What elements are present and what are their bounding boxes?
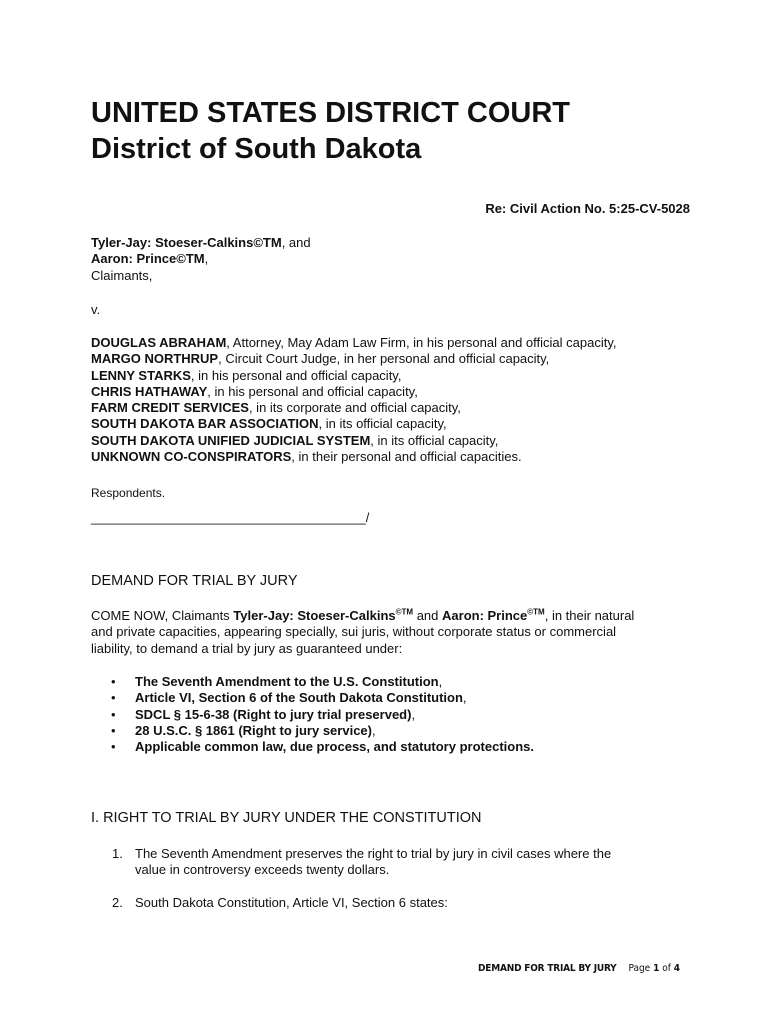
respondent-desc: , in its corporate and official capacity, [248,400,461,416]
versus-label: v. [91,302,101,317]
demand-intro [91,608,691,657]
authority-text: Applicable common law, due process, and statutory protections. [135,739,534,755]
civil-action-number: Re: Civil Action No. 5:25-CV-5028 [485,201,690,216]
respondent-desc: , in his personal and official capacity, [207,383,418,399]
respondent-name: FARM CREDIT SERVICES [91,400,249,416]
claimant-2-suffix: , [204,251,209,267]
page-footer [478,962,680,976]
footer-page-number: 1 [653,963,660,974]
respondent-desc: , in its official capacity, [370,432,499,448]
footer-title: DEMAND FOR TRIAL BY JURY [478,963,617,974]
court-title-line2: District of South Dakota [91,133,422,165]
respondent-name: SOUTH DAKOTA BAR ASSOCIATION [91,416,319,432]
claimants-block [91,235,311,284]
claimant-2 [91,251,311,267]
respondent-entry [91,433,616,449]
authority-tail: , [462,690,467,706]
respondent-name: MARGO NORTHRUP [91,351,219,367]
respondent-entry [91,384,616,400]
respondents-list [91,335,616,465]
respondent-name: SOUTH DAKOTA UNIFIED JUDICIAL SYSTEM [91,432,371,448]
claimant-1-suffix: , and [281,235,311,250]
footer-of-word: of [662,963,671,974]
intro-text: and [413,608,443,623]
list-item [91,739,534,755]
respondent-entry [91,351,616,367]
signature-line: ______________________________________/ [91,510,370,525]
demand-heading: DEMAND FOR TRIAL BY JURY [91,573,298,589]
numbered-paragraph-1 [91,846,611,879]
footer-total-pages: 4 [673,963,680,974]
authority-tail: , [371,722,376,738]
claimant-1 [91,235,311,251]
footer-page-word: Page [628,963,651,974]
claimants-label: Claimants, [91,267,153,283]
paragraph-line: The Seventh Amendment preserves the right to trial by jury in civil cases where the [135,846,612,861]
list-item [91,846,611,879]
respondent-entry [91,449,616,465]
respondent-desc: , Circuit Court Judge, in her personal and official capacity, [218,351,550,367]
respondent-entry [91,368,616,384]
demand-intro-line2: and private capacities, appearing specially, sui juris, without corporate status or commercial [91,624,617,640]
claimant-1-name: Tyler-Jay: Stoeser-Calkins©TM [91,235,282,250]
respondent-entry [91,416,616,432]
respondent-desc: , in his personal and official capacity, [190,367,402,383]
list-item [91,674,534,690]
list-item [91,723,534,739]
authority-text: Article VI, Section 6 of the South Dakota Constitution [135,690,463,706]
intro-mark-1: ©TM [395,607,414,617]
bullet-icon: • [111,722,116,738]
court-title-line1: UNITED STATES DISTRICT COURT [91,97,571,129]
respondent-name: LENNY STARKS [91,367,191,383]
respondent-entry [91,400,616,416]
bullet-icon: • [111,674,116,689]
paragraph-line: value in controversy exceeds twenty dollars. [135,862,390,878]
authority-list [91,674,534,755]
list-item [91,895,448,911]
respondent-entry [91,335,616,351]
demand-intro-line3: liability, to demand a trial by jury as guaranteed under: [91,640,403,656]
authority-tail: , [411,706,416,722]
bullet-icon: • [111,739,116,755]
respondent-name: UNKNOWN CO-CONSPIRATORS [91,449,292,465]
authority-text: 28 U.S.C. § 1861 (Right to jury service) [135,722,372,738]
list-item [91,707,534,723]
authority-tail: , [438,674,443,689]
respondent-desc: , Attorney, May Adam Law Firm, in his personal and official capacity, [226,335,617,350]
court-title [91,95,570,167]
paragraph-number: 1. [112,846,123,861]
bullet-icon: • [111,706,116,722]
intro-claimant-1: Tyler-Jay: Stoeser-Calkins [233,608,396,623]
paragraph-number: 2. [112,895,123,910]
list-item [91,690,534,706]
paragraph-line: South Dakota Constitution, Article VI, Section 6 states: [135,895,448,910]
respondent-name: DOUGLAS ABRAHAM [91,335,227,350]
respondent-name: CHRIS HATHAWAY [91,383,208,399]
intro-text: COME NOW, Claimants [91,608,234,623]
authority-text: The Seventh Amendment to the U.S. Constitution [135,674,439,689]
intro-mark-2: ©TM [527,607,545,617]
respondent-desc: , in their personal and official capacities. [291,449,522,465]
bullet-icon: • [111,690,116,706]
intro-text: , in their natural [544,608,635,623]
claimant-2-name: Aaron: Prince©TM [91,251,205,267]
respondents-label: Respondents. [91,486,166,500]
demand-intro-line1 [91,608,691,624]
section-1-heading: I. RIGHT TO TRIAL BY JURY UNDER THE CONSTITUTION [91,810,482,826]
respondent-desc: , in its official capacity, [318,416,447,432]
authority-text: SDCL § 15-6-38 (Right to jury trial preserved) [135,706,412,722]
intro-claimant-2: Aaron: Prince [442,608,528,623]
numbered-paragraph-2 [91,895,448,911]
